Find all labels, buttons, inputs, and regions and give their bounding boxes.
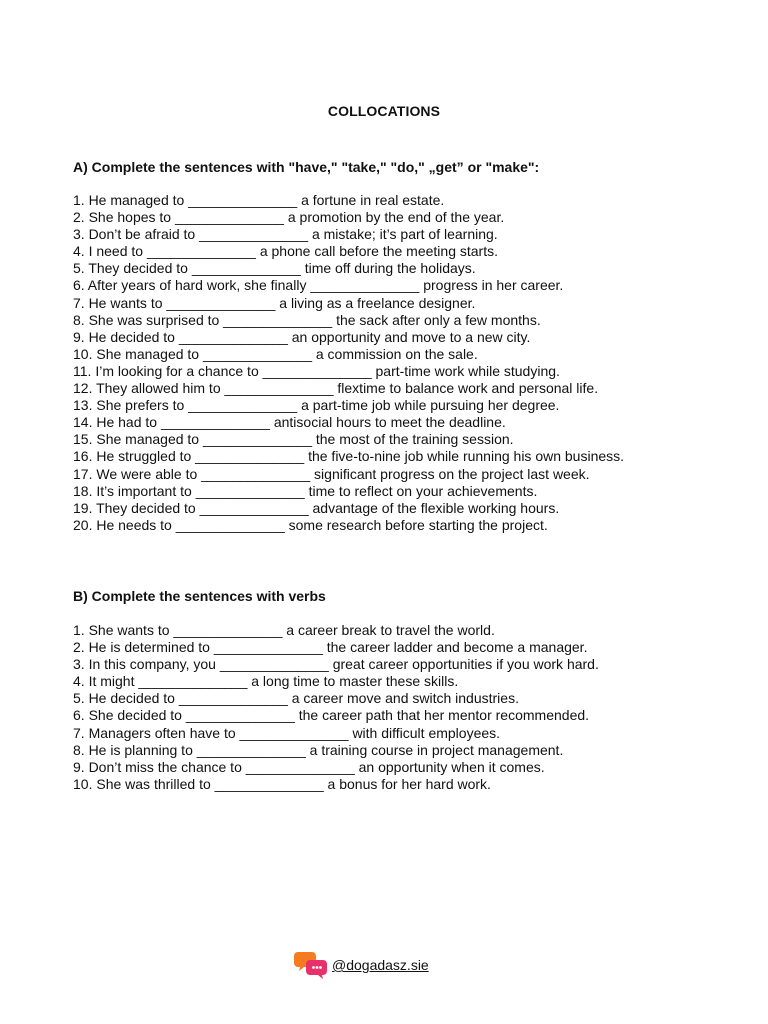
list-item: 6. After years of hard work, she finally ______________ progress in her career. [73, 277, 564, 294]
footer [294, 950, 429, 980]
list-item: 9. He decided to ______________ an opportunity and move to a new city. [73, 328, 531, 345]
social-handle-link[interactable]: @dogadasz.sie [332, 957, 429, 973]
list-item: 16. He struggled to ______________ the five-to-nine job while running his own business. [73, 448, 625, 465]
list-item: 20. He needs to ______________ some research before starting the project. [73, 516, 548, 533]
list-item: 1. He managed to ______________ a fortune in real estate. [73, 192, 445, 208]
list-item: 18. It’s important to ______________ time to reflect on your achievements. [73, 482, 538, 499]
list-item: 7. Managers often have to ______________ with difficult employees. [73, 724, 501, 741]
list-item: 4. It might ______________ a long time to master these skills. [73, 673, 459, 690]
list-item: 3. Don’t be afraid to ______________ a mistake; it’s part of learning. [73, 226, 498, 243]
list-item: 8. She was surprised to ______________ the sack after only a few months. [73, 311, 541, 328]
page-title: COLLOCATIONS [327, 103, 441, 119]
list-item: 3. In this company, you ______________ great career opportunities if you work hard. [73, 656, 599, 673]
list-item: 8. He is planning to ______________ a training course in project management. [73, 741, 564, 758]
list-item: 14. He had to ______________ antisocial hours to meet the deadline. [73, 414, 506, 431]
list-item: 6. She decided to ______________ the career path that her mentor recommended. [73, 707, 590, 724]
list-item: 5. They decided to ______________ time off during the holidays. [73, 260, 476, 277]
list-item: 7. He wants to ______________ a living as a freelance designer. [73, 294, 476, 311]
list-item: 9. Don’t miss the chance to ______________ an opportunity when it comes. [73, 758, 545, 775]
list-item: 5. He decided to ______________ a career move and switch industries. [73, 690, 519, 707]
list-item: 12. They allowed him to ______________ flextime to balance work and personal life. [73, 380, 599, 397]
section-b-heading: B) Complete the sentences with verbs [73, 588, 326, 604]
section-a-list [73, 192, 624, 534]
list-item: 13. She prefers to ______________ a part-time job while pursuing her degree. [73, 397, 560, 414]
list-item: 4. I need to ______________ a phone call before the meeting starts. [73, 243, 498, 260]
list-item: 10. She was thrilled to ______________ a bonus for her hard work. [73, 775, 491, 792]
section-b-list [73, 622, 599, 793]
list-item: 1. She wants to ______________ a career break to travel the world. [73, 622, 495, 638]
list-item: 17. We were able to ______________ significant progress on the project last week. [73, 465, 590, 482]
list-item: 15. She managed to ______________ the most of the training session. [73, 431, 514, 448]
speech-bubbles-icon [294, 950, 328, 980]
list-item: 11. I’m looking for a chance to ______________ part-time work while studying. [73, 362, 560, 379]
section-a-heading: A) Complete the sentences with "have," "take," "do," „get” or "make": [73, 159, 540, 175]
list-item: 19. They decided to ______________ advantage of the flexible working hours. [73, 499, 560, 516]
list-item: 2. He is determined to ______________ the career ladder and become a manager. [73, 639, 588, 656]
list-item: 2. She hopes to ______________ a promotion by the end of the year. [73, 209, 505, 226]
list-item: 10. She managed to ______________ a commission on the sale. [73, 345, 478, 362]
